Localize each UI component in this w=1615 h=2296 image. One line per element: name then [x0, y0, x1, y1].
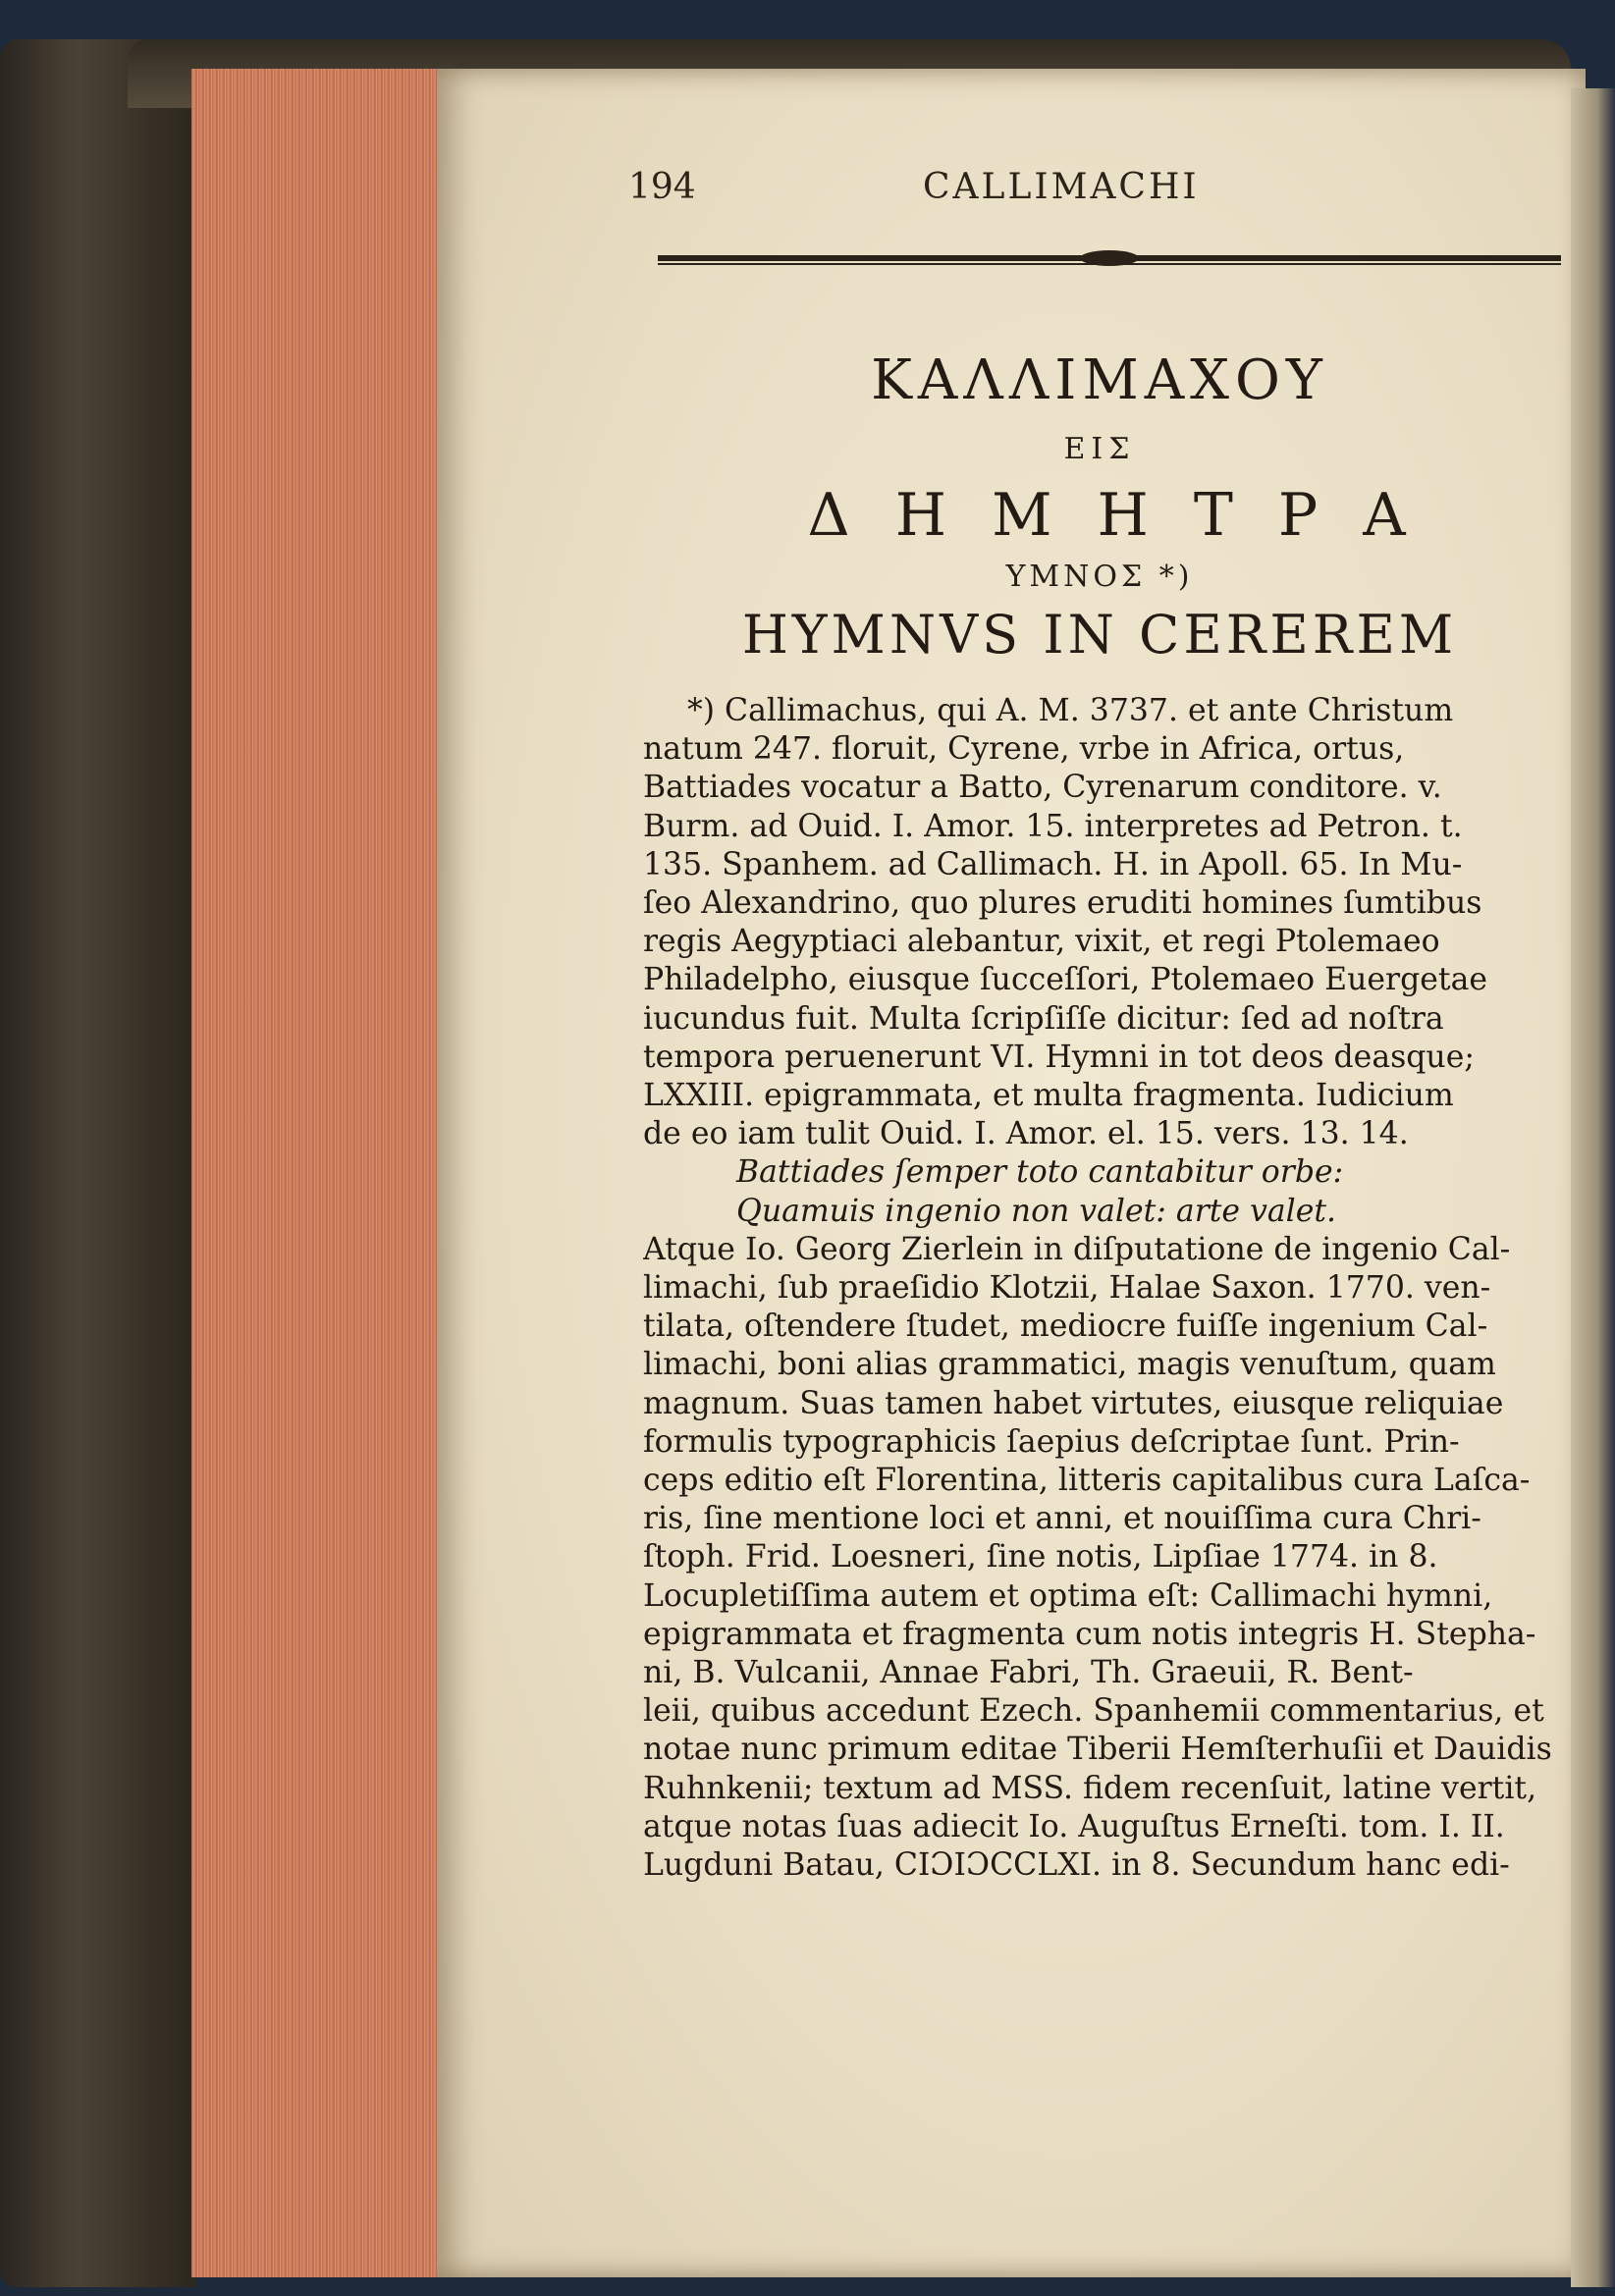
text-line: ris, ſine mentione loci et anni, et nouiſſima cura Chri- [643, 1501, 1481, 1537]
footnote-body [643, 692, 1561, 1885]
text-line: iucundus fuit. Multa ſcripſiſſe dicitur: ſed ad noſtra [643, 1000, 1444, 1037]
text-line: Ruhnkenii; textum ad MSS. fidem recenſuit, latine vertit, [643, 1770, 1537, 1806]
text-line: Locupletiſſima autem et optima eſt: Callimachi hymni, [643, 1577, 1493, 1614]
greek-hymn-heading: ΥΜΝΟΣ *) [1005, 560, 1194, 594]
text-line: Philadelpho, eiusque ſucceſſori, Ptolemaeo Euergetae [643, 962, 1487, 998]
text-line: leii, quibus accedunt Ezech. Spanhemii commentarius, et [643, 1693, 1544, 1730]
running-header [628, 167, 1571, 216]
page-edges [191, 69, 445, 2277]
greek-preposition: ΕΙΣ [1063, 432, 1136, 466]
text-line: ceps editio eſt Florentina, litteris capitalibus cura Laſca- [643, 1463, 1531, 1499]
verse-line: Quamuis ingenio non valet: arte valet. [736, 1193, 1337, 1229]
page-number: 194 [628, 167, 696, 207]
text-line: tempora peruenerunt VI. Hymni in tot deos deasque; [643, 1039, 1475, 1075]
page-right-edge [1571, 88, 1615, 2287]
text-line: Battiades vocatur a Batto, Cyrenarum conditore. v. [643, 770, 1442, 806]
book-cover-left [0, 39, 196, 2287]
text-line: natum 247. floruit, Cyrene, vrbe in Africa, ortus, [643, 731, 1405, 768]
text-line: Lugduni Batau, CIƆIƆCCLXI. in 8. Secundum hanc edi- [643, 1847, 1510, 1884]
text-line: Atque Io. Georg Zierlein in diſputatione de ingenio Cal- [643, 1231, 1511, 1267]
text-line: epigrammata et fragmenta cum notis integris H. Stepha- [643, 1616, 1536, 1652]
text-line: tilata, oſtendere ſtudet, mediocre fuiſſe ingenium Cal- [643, 1308, 1488, 1345]
ornamental-rule [658, 250, 1561, 268]
text-line: *) Callimachus, qui A. M. 3737. et ante Christum [687, 693, 1454, 728]
latin-title-heading: HYMNVS IN CEREREM [741, 604, 1458, 666]
text-line: magnum. Suas tamen habet virtutes, eiusque reliquiae [643, 1385, 1504, 1421]
text-line: ni, B. Vulcanii, Annae Fabri, Th. Graeuii, R. Bent- [643, 1655, 1414, 1691]
text-line: regis Aegyptiaci alebantur, vixit, et regi Ptolemaeo [643, 924, 1440, 960]
text-line: limachi, ſub praeſidio Klotzii, Halae Saxon. 1770. ven- [643, 1270, 1491, 1307]
text-line: ſeo Alexandrino, quo plures eruditi homines ſumtibus [643, 885, 1482, 922]
text-line: atque notas ſuas adiecit Io. Auguſtus Erneſti. tom. I. II. [643, 1808, 1505, 1844]
text-line: de eo iam tulit Ouid. I. Amor. el. 15. vers. 13. 14. [643, 1116, 1409, 1152]
verse-line: Battiades ſemper toto cantabitur orbe: [736, 1154, 1344, 1191]
greek-author-heading: ΚΑΛΛΙΜΑΧΟΥ [871, 348, 1328, 412]
text-line: formulis typographicis ſaepius deſcriptae ſunt. Prin- [643, 1423, 1460, 1460]
text-line: 135. Spanhem. ad Callimach. H. in Apoll. 65. In Mu- [643, 846, 1463, 882]
text-line: notae nunc primum editae Tiberii Hemſterhuſii et Dauidis [643, 1732, 1552, 1768]
text-line: ſtoph. Frid. Loesneri, ſine notis, Lipſiae 1774. in 8. [643, 1539, 1438, 1575]
running-title: CALLIMACHI [923, 167, 1200, 207]
text-line: LXXIII. epigrammata, et multa fragmenta. Iudicium [643, 1078, 1454, 1114]
greek-name-heading: ΔΗΜΗΤΡΑ [807, 481, 1451, 550]
text-line: limachi, boni alias grammatici, magis venuſtum, quam [643, 1347, 1496, 1383]
text-line: Burm. ad Ouid. I. Amor. 15. interpretes ad Petron. t. [643, 808, 1463, 844]
